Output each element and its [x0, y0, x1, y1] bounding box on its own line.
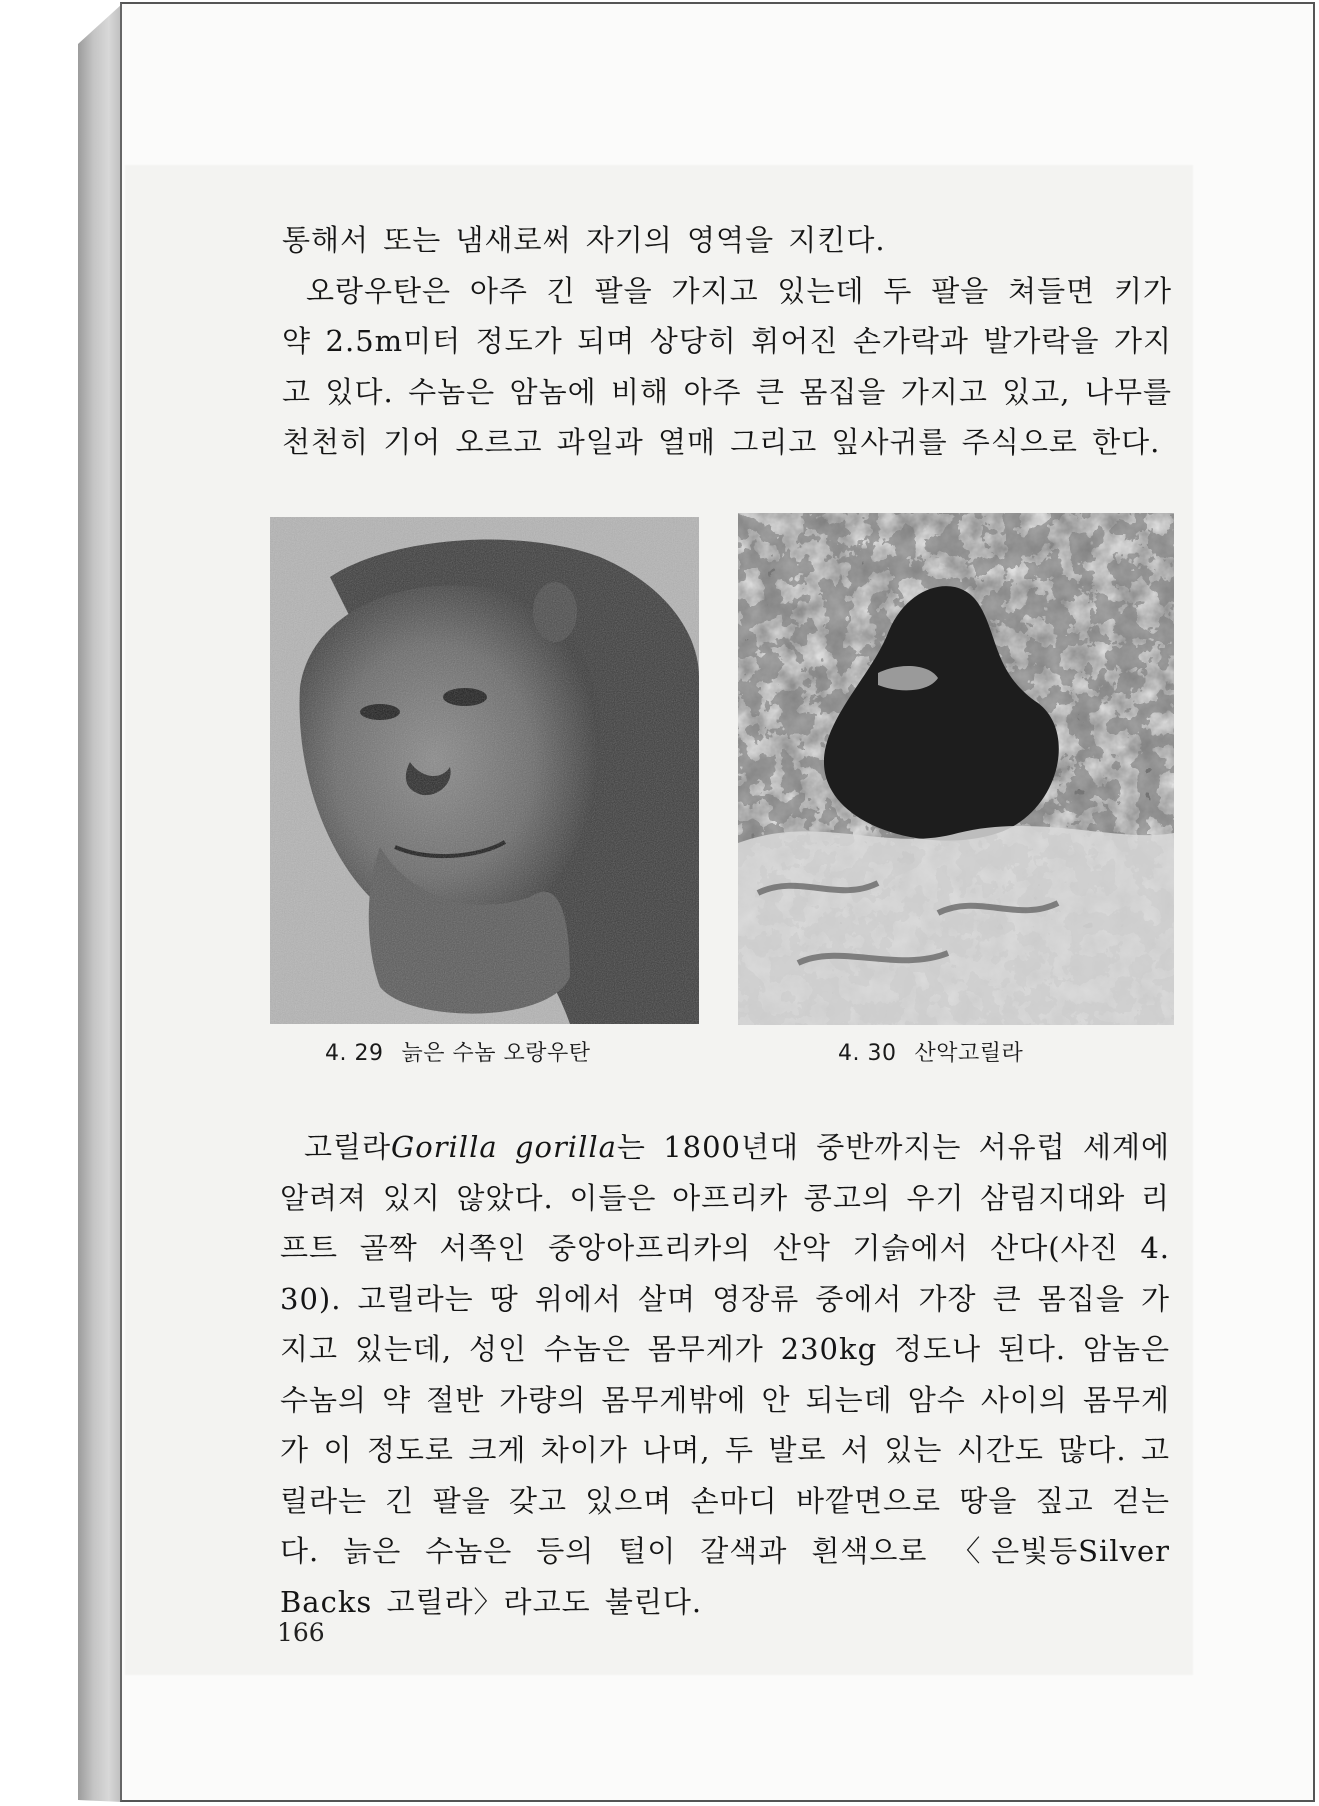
paragraph-body: 는 1800년대 중반까지는 서유럽 세계에 알려져 있지 않았다. 이들은 아프리카 콩고의 우기 삼림지대와 리프트 골짝 서쪽인 중앙아프리카의 산악 기슭에서 산다(사진 4. 30). 고릴라는 땅 위에서 살며 영장류 중에서 가장 큰 몸집을 가지고 있는데, 성인 수놈은 몸무게가 230kg 정도나 된다. 암놈은 수놈의 약 절반 가량의 몸무게밖에 안 되는데 암수 사이의 몸무게가 이 정도로 크게 차이가 나며, 두 발로 서 있는 시간도 많다. 고릴라는 긴 팔을 갖고 있으며 손마디 바깥면으로 땅을 짚고 걷는다. 늙은 수놈은 등의 털이 갈색과 흰색으로 〈은빛등Silver Backs 고릴라〉라고도 불린다.	[280, 1130, 1170, 1619]
figure-caption-1	[325, 1036, 591, 1067]
book-edge	[78, 4, 122, 1802]
gorilla-term: 고릴라	[304, 1130, 392, 1164]
top-text	[282, 215, 1172, 468]
paragraph-continued: 통해서 또는 냄새로써 자기의 영역을 지킨다.	[282, 223, 886, 257]
figure-caption-2	[838, 1036, 1023, 1067]
page-number: 166	[277, 1618, 325, 1647]
gorilla-photo	[738, 513, 1174, 1025]
figure-number: 4. 30	[838, 1041, 897, 1066]
figure-caption-text: 산악고릴라	[914, 1041, 1024, 1066]
bottom-text	[280, 1122, 1170, 1627]
figure-caption-text: 늙은 수놈 오랑우탄	[401, 1041, 591, 1066]
orangutan-photo	[270, 517, 699, 1024]
latin-name: Gorilla gorilla	[391, 1130, 617, 1164]
paragraph-gorilla	[280, 1122, 1170, 1627]
figure-number: 4. 29	[325, 1041, 384, 1066]
paragraph-orangutan: 오랑우탄은 아주 긴 팔을 가지고 있는데 두 팔을 쳐들면 키가 약 2.5m미터 정도가 되며 상당히 휘어진 손가락과 발가락을 가지고 있다. 수놈은 암놈에 비해 아주 큰 몸집을 가지고 있고, 나무를 천천히 기어 오르고 과일과 열매 그리고 잎사귀를 주식으로 한다.	[282, 273, 1172, 459]
